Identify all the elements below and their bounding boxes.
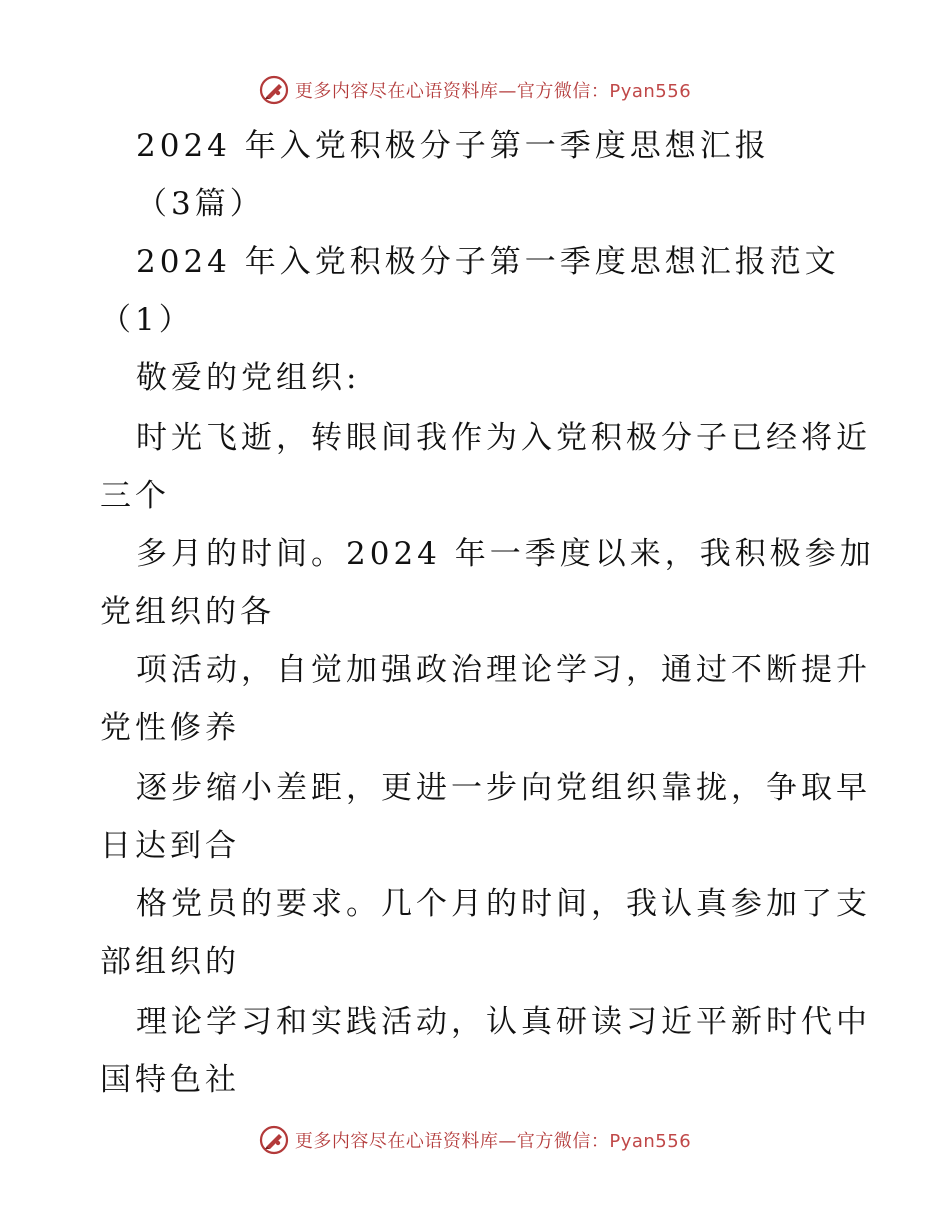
doc-title-line-2: （3篇） (136, 186, 265, 222)
salutation: 敬爱的党组织: (136, 360, 361, 396)
body-line: 逐步缩小差距，更进一步向党组织靠拢，争取早 (136, 770, 871, 806)
body-line: 三个 (100, 478, 170, 514)
body-line: 党组织的各 (100, 594, 275, 630)
body-line: 日达到合 (100, 828, 240, 864)
doc-subtitle-line-2: （1） (100, 302, 194, 338)
pen-logo-icon (259, 1125, 289, 1155)
banner-wechat-id: Pyan556 (609, 81, 692, 102)
body-line: 国特色社 (100, 1062, 240, 1098)
body-line: 部组织的 (100, 944, 240, 980)
banner-text: 更多内容尽在心语资料库—官方微信：Pyan556 (294, 1131, 692, 1152)
body-line: 理论学习和实践活动，认真研读习近平新时代中 (136, 1004, 871, 1040)
banner-text: 更多内容尽在心语资料库—官方微信：Pyan556 (294, 81, 692, 102)
banner-wechat-id: Pyan556 (609, 1131, 692, 1152)
body-line: 时光飞逝，转眼间我作为入党积极分子已经将近 (136, 420, 871, 456)
body-line: 党性修养 (100, 710, 240, 746)
doc-subtitle-line-1: 2024 年入党积极分子第一季度思想汇报范文 (136, 244, 840, 280)
body-line: 多月的时间。2024 年一季度以来，我积极参加 (136, 536, 875, 572)
footer-banner (0, 1122, 950, 1158)
body-line: 项活动，自觉加强政治理论学习，通过不断提升 (136, 652, 871, 688)
doc-title-line-1: 2024 年入党积极分子第一季度思想汇报 (136, 128, 770, 164)
body-line: 格党员的要求。几个月的时间，我认真参加了支 (136, 886, 871, 922)
